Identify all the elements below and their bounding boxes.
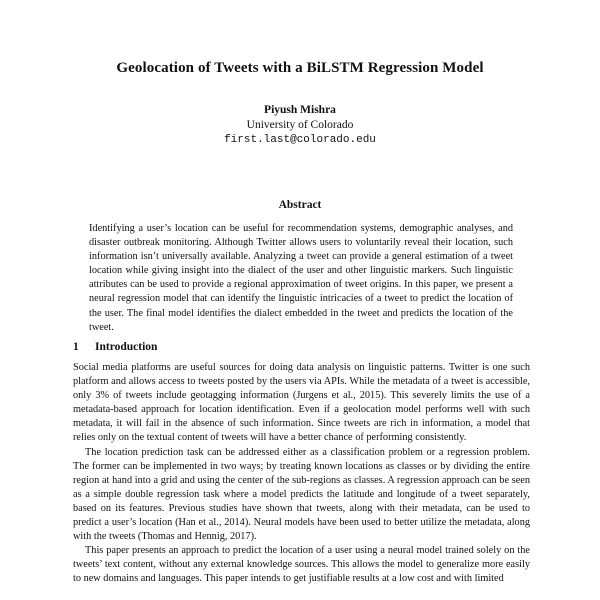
author-affiliation: University of Colorado	[246, 119, 354, 131]
introduction-body	[73, 361, 530, 587]
author-name: Piyush Mishra	[264, 104, 336, 116]
intro-paragraph-3: This paper presents an approach to predict the location of a user using a neural model trained solely on the tweets’ text content, without any external knowledge sources. This allows the model to generalize more easily to new domains and languages. This paper intends to get justifiable results at a low cost and with limited	[73, 545, 530, 585]
abstract-heading: Abstract	[278, 199, 322, 211]
author-block	[0, 103, 600, 148]
author-email: first.last@colorado.edu	[224, 134, 376, 146]
section-heading	[73, 341, 157, 353]
intro-paragraph-2: The location prediction task can be addressed either as a classification problem or a regression problem. The former can be implemented in two ways; by treating known locations as classes or by dividing the entire region at hand into a grid and using the center of the sub-regions as classes. A regression approach can be seen as a simple double regression task where a model predicts the latitude and longitude of a tweet separately, based on its features. Previous studies have shown that tweets, along with their metadata, can be used to predict a user’s location (Han et al., 2014). Neural models have been used to better utilize the metadata, along with the tweets (Thomas and Hennig, 2017).	[73, 446, 530, 543]
section-title: Introduction	[95, 341, 158, 353]
abstract-text: Identifying a user’s location can be useful for recommendation systems, demographic analyses, and disaster outbreak monitoring. Although Twitter allows users to voluntarily reveal their location, such information isn’t universally available. Analyzing a tweet can provide a general estimation of a tweet location while giving insight into the dialect of the user and other linguistic markers. Such linguistic attributes can be used to provide a regional approximation of tweet origins. In this paper, we present a neural regression model that can identify the linguistic intricacies of a tweet to predict the location of the user. The final model identifies the dialect embedded in the tweet and predicts the location of the tweet.	[89, 223, 513, 333]
intro-paragraph-1: Social media platforms are useful sources for doing data analysis on linguistic patterns. Twitter is one such platform and allows access to tweets posted by the users via APIs. While the metadata of a tweet is accessible, only 3% of tweets include geotagging information (Jurgens et al., 2015). This severely limits the use of a metadata-based approach for location identification. Even if a geolocation model performs well with such metadata, it will fail in the absence of such information. Since tweets are rich in information, a model that relies only on the textual content of tweets will have a better chance of performing consistently.	[73, 362, 530, 444]
section-number: 1	[73, 341, 79, 353]
paper-title: Geolocation of Tweets with a BiLSTM Regression Model	[116, 60, 484, 76]
